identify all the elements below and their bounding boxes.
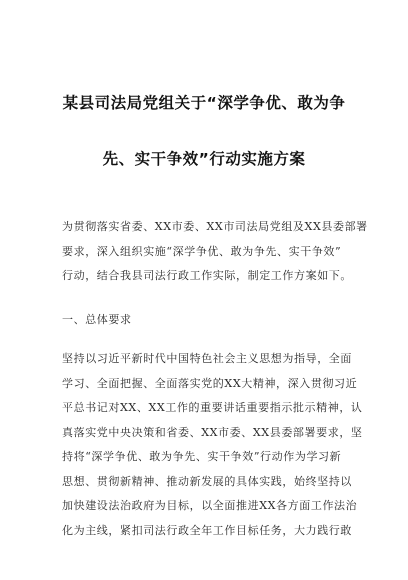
intro-line: 为贯彻落实省委、XX市委、XX市司法局党组及XX县委部署 [62,220,368,233]
section-1-paragraph [62,347,363,543]
intro-line: 行动，结合我县司法行政工作实际，制定工作方案如下。 [62,269,352,282]
paragraph-line: 加快建设法治政府为目标，以全面推进XX各方面工作法治 [62,499,358,512]
paragraph-line: 思想、贯彻新精神、推动新发展的具体实践，始终坚持以 [62,474,352,488]
paragraph-line: 平总书记对XX、XX工作的重要讲话重要指示批示精神，认 [62,401,363,414]
document-title-line-1: 某县司法局党组关于“深学争优、敢为争 [62,94,346,112]
paragraph-line: 学习、全面把握、全面落实党的XX大精神，深入贯彻习近 [62,376,358,390]
paragraph-line: 真落实党中央决策和省委、XX市委、XX县委部署要求，坚 [62,425,363,439]
paragraph-line: 坚持以习近平新时代中国特色社会主义思想为指导，全面 [62,352,352,365]
paragraph-line: 化为主线，紧扣司法行政全年工作目标任务，大力践行敢 [62,523,352,537]
intro-line: 要求，深入组织实施“深学争优、敢为争先、实干争效” [62,244,342,258]
document-title-line-2: 先、实干争效”行动实施方案 [102,150,306,168]
section-heading: 一、总体要求 [62,313,132,326]
paragraph-line: 持将“深学争优、敢为争先、实干争效”行动作为学习新 [62,450,342,463]
intro-paragraph [62,215,368,289]
